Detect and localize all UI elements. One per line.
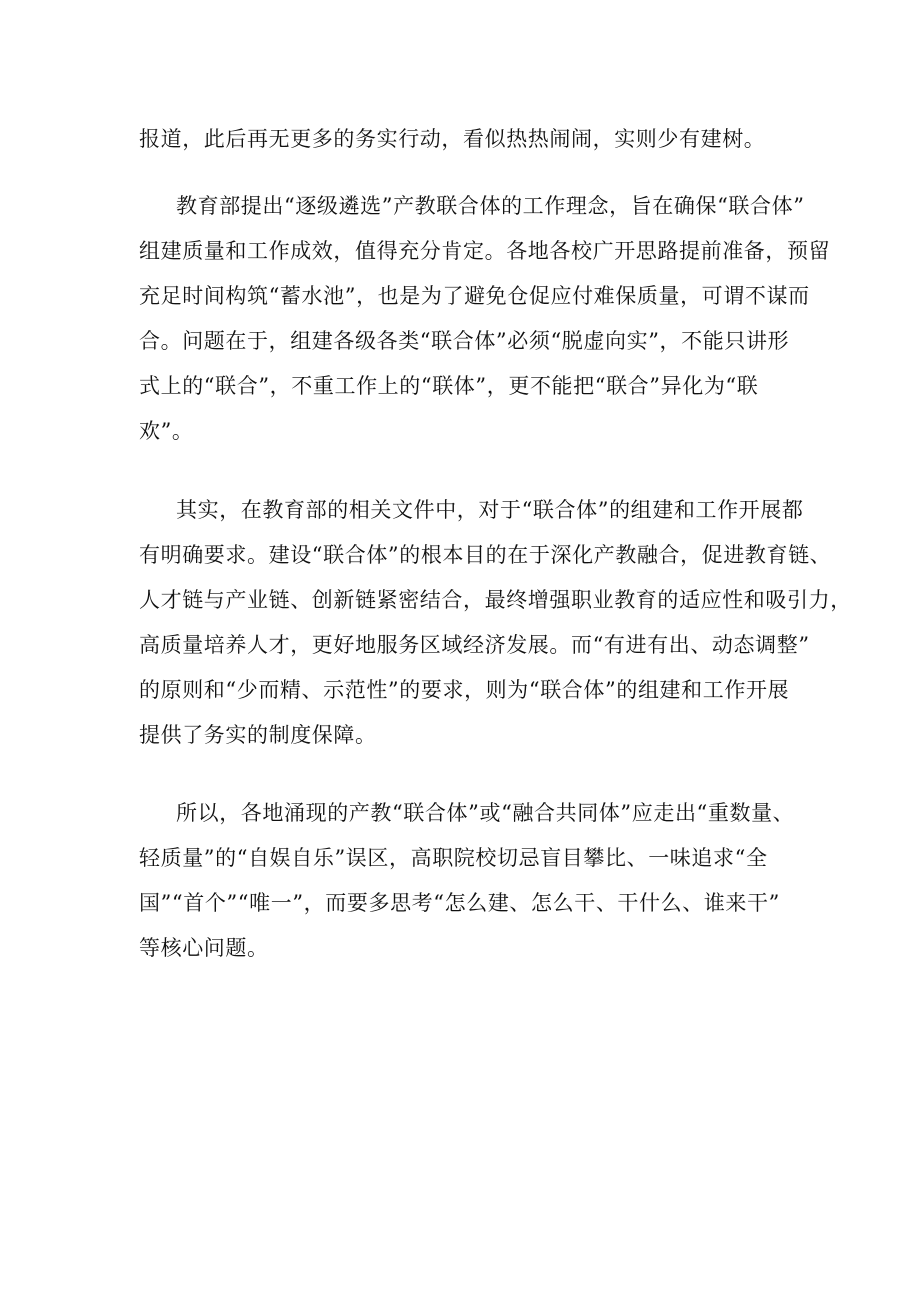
paragraph-1-line-1: 报道，此后再无更多的务实行动，看似热热闹闹，实则少有建树。 <box>139 127 766 151</box>
paragraph-3-line-6: 提供了务实的制度保障。 <box>139 723 377 747</box>
paragraph-2-line-3: 充足时间构筑“蓄水池”，也是为了避免仓促应付难保质量，可谓不谋而 <box>139 284 810 308</box>
paragraph-4-line-2: 轻质量”的“自娱自乐”误区，高职院校切忌盲目攀比、一味追求“全 <box>139 846 768 870</box>
paragraph-4-line-3: 国”“首个”“唯一”，而要多思考“怎么建、怎么干、干什么、谁来干” <box>139 891 780 915</box>
paragraph-3-line-5: 的原则和“少而精、示范性”的要求，则为“联合体”的组建和工作开展 <box>139 678 790 702</box>
paragraph-2-line-6: 欢”。 <box>139 419 194 443</box>
paragraph-2-line-4: 合。问题在于，组建各级各类“联合体”必须“脱虚向实”，不能只讲形 <box>139 329 790 353</box>
paragraph-2-line-5: 式上的“联合”，不重工作上的“联体”，更不能把“联合”异化为“联 <box>139 374 759 398</box>
paragraph-3-line-4: 高质量培养人才，更好地服务区域经济发展。而“有进有出、动态调整” <box>139 633 810 657</box>
paragraph-2-line-1: 教育部提出“逐级遴选”产教联合体的工作理念，旨在确保“联合体” <box>176 194 805 218</box>
paragraph-2-line-2: 组建质量和工作成效，值得充分肯定。各地各校广开思路提前准备，预留 <box>139 239 831 263</box>
paragraph-4-line-4: 等核心问题。 <box>139 936 269 960</box>
paragraph-4-line-1: 所以，各地涌现的产教“联合体”或“融合共同体”应走出“重数量、 <box>176 801 795 825</box>
paragraph-3-line-3: 人才链与产业链、创新链紧密结合，最终增强职业教育的适应性和吸引力， <box>139 588 852 612</box>
paragraph-3-line-2: 有明确要求。建设“联合体”的根本目的在于深化产教融合，促进教育链、 <box>139 543 832 567</box>
paragraph-3-line-1: 其实，在教育部的相关文件中，对于“联合体”的组建和工作开展都 <box>176 498 804 522</box>
